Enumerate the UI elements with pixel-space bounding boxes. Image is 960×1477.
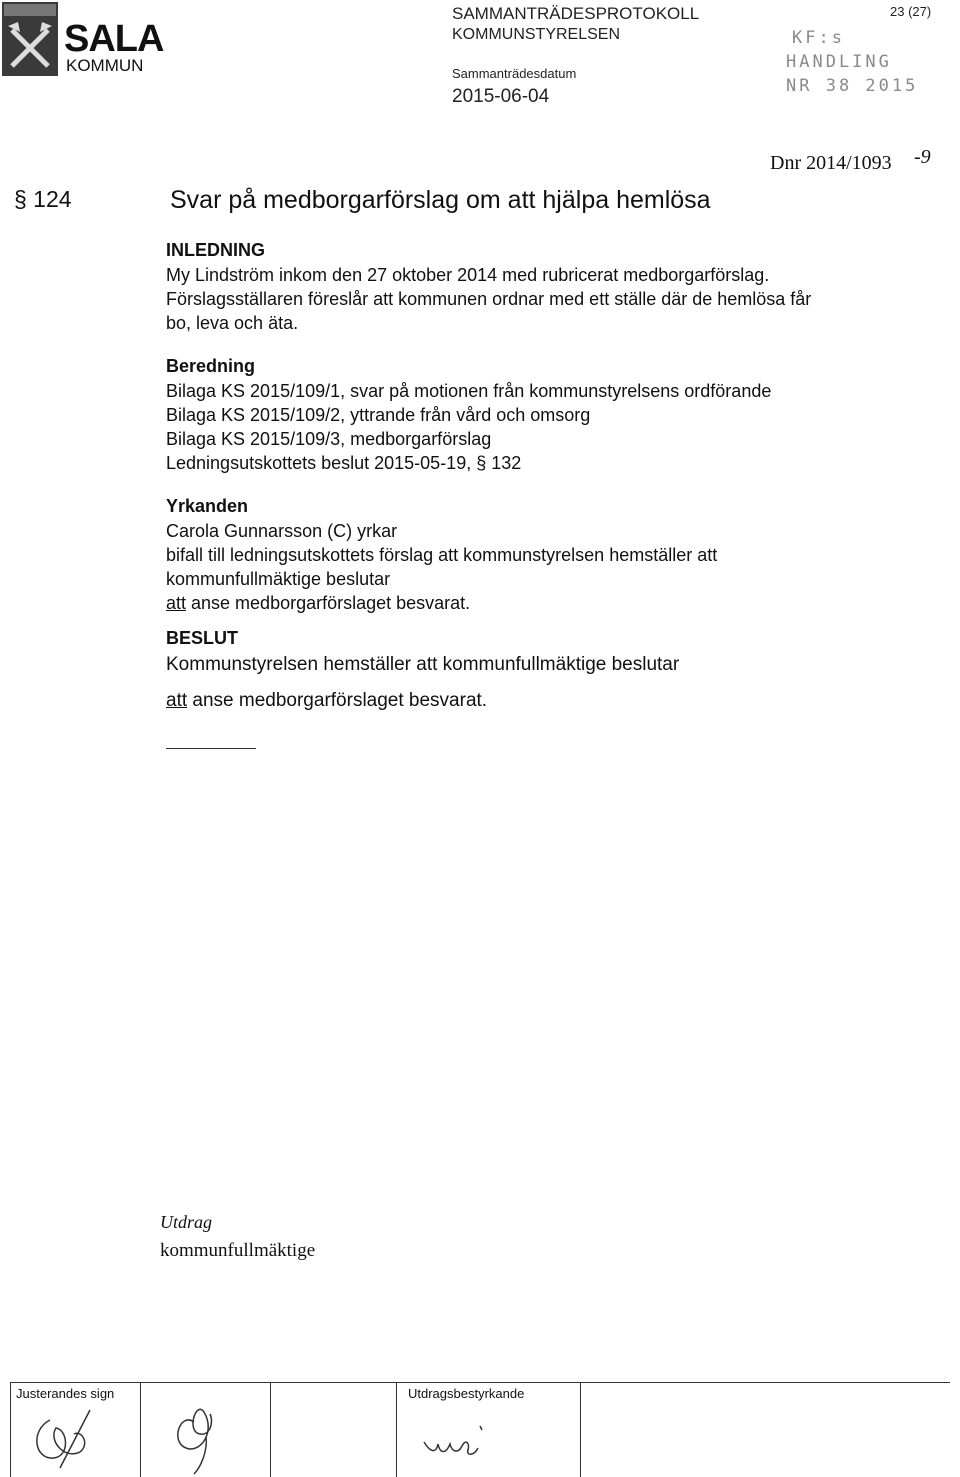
board-name: KOMMUNSTYRELSEN	[452, 26, 621, 43]
yrkanden-line: Carola Gunnarsson (C) yrkar	[166, 521, 398, 541]
sala-kommun-logo	[0, 0, 165, 90]
inledning-heading: INLEDNING	[166, 240, 265, 260]
page-number: 23 (27)	[890, 4, 932, 19]
beredning-line: Ledningsutskottets beslut 2015-05-19, § 132	[166, 453, 522, 473]
utdrag-label: Utdrag	[160, 1212, 213, 1232]
org-sub: KOMMUN	[66, 56, 144, 75]
att-word: att	[166, 593, 187, 613]
dnr-handwritten-suffix: -9	[914, 146, 931, 168]
stamp-line-2: HANDLING	[786, 52, 892, 72]
yrkanden-att-line	[166, 591, 717, 615]
org-name: SALA	[64, 18, 164, 60]
stamp-line-3: NR 38 2015	[786, 76, 919, 96]
case-title: Svar på medborgarförslag om att hjälpa hemlösa	[170, 186, 711, 214]
beredning-line: Bilaga KS 2015/109/3, medborgarförslag	[166, 429, 492, 449]
beredning-line: Bilaga KS 2015/109/2, yttrande från vård och omsorg	[166, 405, 591, 425]
att-text: anse medborgarförslaget besvarat.	[186, 593, 471, 613]
utdrag-recipient: kommunfullmäktige	[160, 1240, 316, 1261]
paragraph-number: § 124	[14, 186, 72, 212]
beslut-att-line	[166, 689, 679, 713]
meeting-date: 2015-06-04	[452, 86, 550, 107]
footer-divider	[140, 1382, 141, 1477]
yrkanden-heading: Yrkanden	[166, 496, 249, 516]
signature-1	[20, 1400, 130, 1472]
att-text: anse medborgarförslaget besvarat.	[187, 690, 488, 711]
beredning-section	[166, 356, 771, 475]
beredning-line: Bilaga KS 2015/109/1, svar på motionen från kommunstyrelsens ordförande	[166, 381, 772, 401]
att-word: att	[166, 690, 188, 711]
doc-type: SAMMANTRÄDESPROTOKOLL	[452, 4, 700, 23]
stamp-line-1: KF:s	[792, 28, 845, 48]
inledning-line: My Lindström inkom den 27 oktober 2014 med rubricerat medborgarförslag.	[166, 265, 770, 285]
justerandes-sign-label: Justerandes sign	[16, 1386, 115, 1401]
dnr: Dnr 2014/1093	[770, 152, 892, 174]
yrkanden-line: bifall till ledningsutskottets förslag att kommunstyrelsen hemställer att	[166, 545, 718, 565]
footer-top-rule	[10, 1382, 950, 1383]
utdragsbestyrkande-label: Utdragsbestyrkande	[408, 1386, 525, 1401]
footer-divider	[10, 1382, 11, 1477]
beslut-line: Kommunstyrelsen hemställer att kommunfullmäktige beslutar	[166, 654, 680, 675]
inledning-line: bo, leva och äta.	[166, 313, 299, 333]
footer-divider	[396, 1382, 397, 1477]
beredning-heading: Beredning	[166, 356, 256, 376]
inledning-section	[166, 240, 811, 335]
inledning-line: Förslagsställaren föreslår att kommunen ordnar med ett ställe där de hemlösa får	[166, 289, 812, 309]
yrkanden-line: kommunfullmäktige beslutar	[166, 569, 391, 589]
date-label: Sammanträdesdatum	[452, 66, 577, 81]
beslut-heading: BESLUT	[166, 628, 238, 648]
beslut-section	[166, 628, 679, 713]
section-end-rule	[166, 748, 256, 749]
footer-divider	[580, 1382, 581, 1477]
footer-divider	[270, 1382, 271, 1477]
signature-3	[420, 1418, 510, 1464]
yrkanden-section	[166, 496, 717, 615]
signature-2	[160, 1392, 260, 1476]
